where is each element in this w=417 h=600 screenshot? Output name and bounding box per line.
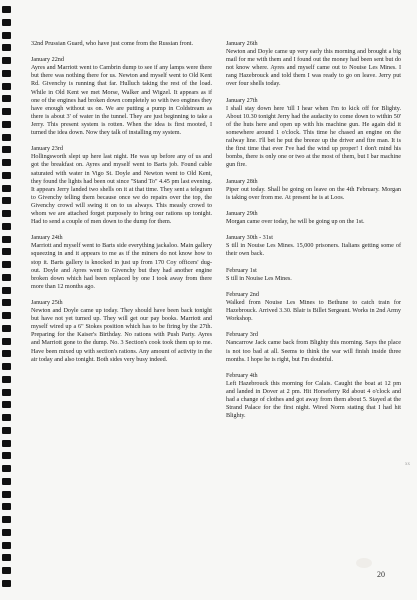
entry-date: February 2nd xyxy=(226,291,259,298)
binding-tooth xyxy=(2,44,11,51)
binding-tooth xyxy=(2,57,11,64)
binding-tooth xyxy=(2,95,11,102)
binding-tooth xyxy=(2,236,11,243)
page-number: 20 xyxy=(377,570,385,579)
entry-date: January 22nd xyxy=(31,57,64,64)
entry-date: January 24th xyxy=(31,235,63,242)
binding-tooth xyxy=(2,554,11,561)
binding-tooth xyxy=(2,172,11,179)
diary-entry xyxy=(31,234,212,291)
diary-entry xyxy=(31,299,212,364)
binding-tooth xyxy=(2,108,11,115)
right-column xyxy=(226,40,401,429)
binding-tooth xyxy=(2,287,11,294)
entry-text: Walked from Nouise Les Mines to Bethune to catch train for Hazebrouck. Arrived 3.30. Blair is Billet Sergeant. Works in 2nd Army Workshop. xyxy=(226,300,401,323)
binding-tooth xyxy=(2,529,11,536)
binding-tooth xyxy=(2,350,11,357)
binding-tooth xyxy=(2,248,11,255)
entry-text: Hollingsworth slept up here last night. He was up before any of us and got the breakfast on. Ayres and myself went to Barts job. Found cable saturated with water in Vigo St. Doyle and Newton went to Old Kent, they found the lights had been out since "Stand To" 4.45 pm last evening. It appears Jerry landed two shells on it at that time. They sent a telegram to Givenchy telling them because once we do repairs over the top, the Givenchy crowd will swing it on to us always. This measly crowd to whom we are attached forget purposely to bring our rations up tonight. Had to send a couple of men down to the dump for them. xyxy=(31,154,212,226)
binding-tooth xyxy=(2,440,11,447)
entry-text: Nancarrow Jack came back from Blighty this morning. Says the place is not too bad at all. Seems to think the war will finish inside three months. I hope he is right, but I'm doubtful. xyxy=(226,340,401,363)
entry-date: January 28th xyxy=(226,178,258,185)
entry-date: January 23rd xyxy=(31,146,63,153)
binding-tooth xyxy=(2,159,11,166)
binding-tooth xyxy=(2,274,11,281)
binding-tooth xyxy=(2,452,11,459)
binding-tooth xyxy=(2,401,11,408)
binding-tooth xyxy=(2,338,11,345)
binding-tooth xyxy=(2,261,11,268)
binding-tooth xyxy=(2,478,11,485)
binding-tooth xyxy=(2,567,11,574)
entry-text: 32nd Prussian Guard, who have just come from the Russian front. xyxy=(31,41,194,47)
entry-text: Piper out today. Shall be going on leave on the 4th February. Morgan is taking over from me. At present he is at Loos. xyxy=(226,186,401,201)
entry-date: January 30th - 31st xyxy=(226,235,273,242)
entry-text: S till in Nouise Les Mines. xyxy=(226,275,292,282)
diary-entry xyxy=(31,40,212,48)
entry-text: Ayres and Marriott went to Cambrin dump to see if any lamps were there but there was nothing there for us. Newton and myself went to Old Kent Rd. Givenchy is running that far. Hulluch taking the rest of the load. While in Old Kent we met Morse, Walker and Wigzel. It appears as if one of the engines had broken down completely so with two engines they have enough without us on. We are putting a pump in Coldstream as there is about 3' of water in the tunnel. They are just beginning to take a Jerry. This present system is rotten. When the idea is first mooted, I turned the idea down. Now they talk of installing my system. xyxy=(31,65,212,137)
diary-entry xyxy=(226,291,401,323)
binding-tooth xyxy=(2,491,11,498)
binding-tooth xyxy=(2,210,11,217)
diary-entry xyxy=(31,145,212,226)
binding-tooth xyxy=(2,6,11,13)
binding-tooth xyxy=(2,19,11,26)
entry-text: Morgan came over today, he will be going up on the 1st. xyxy=(226,219,365,226)
binding-tooth xyxy=(2,83,11,90)
binding-tooth xyxy=(2,146,11,153)
binding-tooth xyxy=(2,121,11,128)
entry-text: Newton and Doyle came up very early this morning and brought a big mail for me with them and I found out the money had been sent but do not know where. Ayres and myself came out to Nouise Les Mines. I rang Hazebrouck and told them I was ready to go on leave. Jerry put over four shells today. xyxy=(226,49,401,88)
binding-tooth xyxy=(2,134,11,141)
diary-entry xyxy=(226,372,401,421)
entry-date: February 4th xyxy=(226,372,258,379)
entry-text: S till in Nouise Les Mines. 15,000 prisoners. Italians getting some of their own back. xyxy=(226,243,401,258)
diary-entry xyxy=(226,234,401,258)
binding-tooth xyxy=(2,223,11,230)
diary-entry xyxy=(31,56,212,137)
binding-tooth xyxy=(2,70,11,77)
entry-text: Newton and Doyle came up today. They should have been back tonight but have not yet turned up. They will get our pay books. Marriott and myself wired up a 6" Stokes position which has to be firing by the 27th. Preparing for the Kaiser's Birthday. No rations with Push Party. Ayres and Marriott gone to the dump. No. 3 Section's cook took them up to me. Have been mixed up with section's rations. Any amount of activity in the air today and also tonight. Both sides very busy indeed. xyxy=(31,308,212,363)
entry-text: Marriott and myself went to Barts side everything jackaloo. Main gallery squeezing in and it appears to me as if the miners do not know how to stop it. Barts gallery is knocked in just up from 170 Coy officers' dug-out. Doyle and Ayres went to Givenchy but they had another engine broken down which had been replaced by one I took away from there more than 12 months ago. xyxy=(31,243,212,290)
diary-entry xyxy=(226,178,401,202)
entry-date: February 3rd xyxy=(226,332,258,339)
binding-tooth xyxy=(2,299,11,306)
binding-tooth xyxy=(2,542,11,549)
binding-tooth xyxy=(2,465,11,472)
binding-tooth xyxy=(2,312,11,319)
diary-entry xyxy=(226,210,401,226)
paper-stain xyxy=(356,558,372,568)
binding-tooth xyxy=(2,32,11,39)
binding-tooth xyxy=(2,414,11,421)
binding-tooth xyxy=(2,197,11,204)
diary-entry xyxy=(226,97,401,170)
binding-tooth xyxy=(2,325,11,332)
binding-tooth xyxy=(2,503,11,510)
entry-text: I shall stay down here 'till I hear when I'm to kick off for Blighty. About 10.30 tonight Jerry had the audacity to come down to within 50' of the huts here and open up with his machine gun. He again did it somewhere around 1 o'clock. This time he chased an engine on the railway line. I'll bet he put the breeze up the driver and fire man. It is the first time that ever I've had the wind up proper! I don't mind his bombs, there is only one or two at the most of them, but I bar machine gun fire. xyxy=(226,105,401,169)
diary-entry xyxy=(226,40,401,89)
binding-tooth xyxy=(2,516,11,523)
entry-date: January 26th xyxy=(226,41,258,47)
diary-entry xyxy=(226,331,401,363)
entry-date: January 25th xyxy=(31,300,63,306)
binding-tooth xyxy=(2,389,11,396)
diary-entry xyxy=(226,267,401,283)
binding-tooth xyxy=(2,580,11,587)
binding-tooth xyxy=(2,376,11,383)
entry-date: January 29th xyxy=(226,210,258,217)
margin-mark: xx xyxy=(405,462,410,467)
binding-tooth xyxy=(2,427,11,434)
binding-tooth xyxy=(2,185,11,192)
left-column xyxy=(31,40,212,372)
comb-binding xyxy=(2,6,12,594)
entry-text: Left Hazebrouck this morning for Calais. Caught the boat at 12 pm and landed in Dover at 2 pm. Hit Horseferry Rd about 4 o'clock and had a change of clothes and got away from them about 5. Stayed at the Strand Palace for the first night. Wired Norm stating that I had hit Blighty. xyxy=(226,380,401,420)
entry-date: January 27th xyxy=(226,97,258,104)
entry-date: February 1st xyxy=(226,267,257,274)
binding-tooth xyxy=(2,363,11,370)
